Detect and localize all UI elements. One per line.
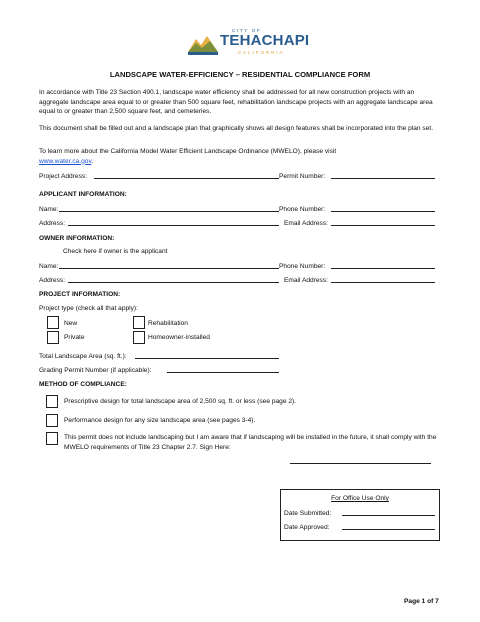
applicant-email-field[interactable] [331,225,435,226]
grading-permit-label: Grading Permit Number (if applicable): [39,367,152,374]
project-type-label: Project type (check all that apply): [39,305,138,312]
applicant-phone-field[interactable] [331,211,435,212]
applicant-email-label: Email Address: [284,220,328,227]
rehabilitation-checkbox-label: Rehabilitation [148,320,188,327]
intro-paragraph-1: In accordance with Title 23 Section 490.1, landscape water efficiency shall be addressed for all new construction projects with an aggregate landscape area equal to or greater than 500 square feet, rehabilitation landscape projects with an aggregate landscape area equal to or greater than 2,500 square feet, and cemeteries. [39,89,433,116]
owner-address-field[interactable] [68,282,279,283]
project-address-label: Project Address: [39,173,88,180]
applicant-address-label: Address: [39,220,66,227]
homeowner-installed-checkbox-label: Homeowner-installed [148,334,210,341]
intro-paragraph-3-text: To learn more about the California Model Water Efficient Landscape Ordinance (MWELO), please visit [39,148,337,155]
intro-paragraph-3 [39,147,444,166]
date-submitted-field[interactable] [342,515,435,516]
owner-same-checkbox-label: Check here if owner is the applicant [63,248,168,255]
homeowner-installed-checkbox[interactable] [133,331,145,344]
date-approved-label: Date Approved: [284,524,330,531]
grading-permit-field[interactable] [167,372,279,373]
landscape-area-field[interactable] [135,358,279,359]
project-heading: PROJECT INFORMATION: [39,291,121,298]
applicant-address-field[interactable] [68,225,279,226]
project-address-field[interactable] [94,178,279,179]
private-checkbox-label: Private [64,334,85,341]
performance-option-label: Performance design for any size landscape area (see pages 3-4). [64,417,256,424]
new-checkbox[interactable] [47,316,59,329]
owner-heading: OWNER INFORMATION: [39,235,115,242]
water-gov-link[interactable]: www.water.ca.gov [39,157,92,165]
office-use-box [280,489,440,541]
mountain-logo-icon [186,30,220,60]
date-approved-field[interactable] [342,529,435,530]
applicant-phone-label: Phone Number: [279,206,326,213]
owner-phone-label: Phone Number: [279,263,326,270]
link-period: . [91,157,94,165]
logo-city-name: TEHACHAPI [220,32,310,49]
logo-bottom-text: CALIFORNIA [238,50,285,55]
no-landscaping-checkbox[interactable] [46,432,58,445]
owner-email-field[interactable] [331,282,435,283]
new-checkbox-label: New [64,320,78,327]
office-use-title: For Office Use Only [331,495,389,502]
logo-top-text: CITY OF [232,28,262,33]
rehabilitation-checkbox[interactable] [133,316,145,329]
owner-address-label: Address: [39,277,66,284]
permit-number-label: Permit Number: [279,173,326,180]
landscape-area-label: Total Landscape Area (sq. ft.): [39,353,127,360]
date-submitted-label: Date Submitted: [284,510,332,517]
city-logo [186,27,310,61]
page-number: Page 1 of 7 [404,598,439,605]
applicant-name-label: Name: [39,206,59,213]
private-checkbox[interactable] [47,331,59,344]
owner-phone-field[interactable] [331,268,435,269]
form-title: LANDSCAPE WATER-EFFICIENCY – RESIDENTIAL COMPLIANCE FORM [109,70,371,79]
owner-name-field[interactable] [59,268,279,269]
compliance-heading: METHOD OF COMPLIANCE: [39,381,127,388]
signature-field[interactable] [290,463,431,464]
performance-checkbox[interactable] [46,414,58,427]
permit-number-field[interactable] [331,178,435,179]
applicant-name-field[interactable] [59,211,279,212]
prescriptive-option-label: Prescriptive design for total landscape area of 2,500 sq. ft. or less (see page 2). [64,398,297,405]
intro-paragraph-2: This document shall be filled out and a landscape plan that graphically shows all design features shall be incorporated into the plan set. [39,125,434,132]
owner-name-label: Name: [39,263,59,270]
prescriptive-checkbox[interactable] [46,395,58,408]
owner-email-label: Email Address: [284,277,328,284]
no-landscaping-option-label: This permit does not include landscaping but I am aware that if landscaping will be installed in the future, it shall comply with the MWELO requirements of Title 23 Chapter 2.7. Sign Here: [64,434,437,451]
applicant-heading: APPLICANT INFORMATION: [39,191,127,198]
